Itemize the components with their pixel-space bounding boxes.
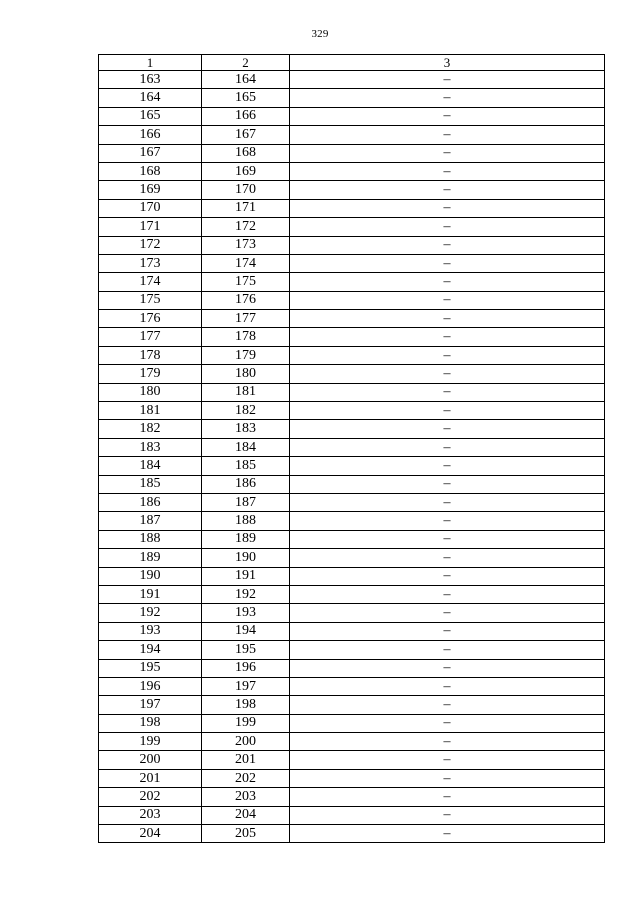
table-cell-col-2: 173 bbox=[202, 236, 290, 254]
table-cell-col-3: – bbox=[290, 199, 605, 217]
table-cell-col-1: 186 bbox=[99, 493, 202, 511]
table-cell-col-1: 198 bbox=[99, 714, 202, 732]
table-cell-col-3: – bbox=[290, 641, 605, 659]
table-cell-col-3: – bbox=[290, 493, 605, 511]
table-cell-col-2: 185 bbox=[202, 457, 290, 475]
table-row bbox=[99, 310, 605, 328]
table-cell-col-2: 169 bbox=[202, 162, 290, 180]
table-cell-col-1: 182 bbox=[99, 420, 202, 438]
table-row bbox=[99, 714, 605, 732]
table-cell-col-1: 175 bbox=[99, 291, 202, 309]
table-cell-col-1: 174 bbox=[99, 273, 202, 291]
table-cell-col-2: 200 bbox=[202, 733, 290, 751]
table-cell-col-3: – bbox=[290, 677, 605, 695]
table-row bbox=[99, 236, 605, 254]
table-cell-col-2: 204 bbox=[202, 806, 290, 824]
table-cell-col-1: 189 bbox=[99, 549, 202, 567]
column-header-1: 1 bbox=[99, 55, 202, 71]
table-cell-col-2: 192 bbox=[202, 585, 290, 603]
table-cell-col-3: – bbox=[290, 218, 605, 236]
table-cell-col-3: – bbox=[290, 328, 605, 346]
table-row bbox=[99, 383, 605, 401]
table-cell-col-1: 164 bbox=[99, 89, 202, 107]
table-cell-col-3: – bbox=[290, 365, 605, 383]
table-row bbox=[99, 199, 605, 217]
table-cell-col-1: 202 bbox=[99, 788, 202, 806]
data-table bbox=[98, 54, 605, 843]
table-cell-col-1: 192 bbox=[99, 604, 202, 622]
table-cell-col-2: 180 bbox=[202, 365, 290, 383]
table-cell-col-3: – bbox=[290, 457, 605, 475]
table-cell-col-2: 203 bbox=[202, 788, 290, 806]
table-cell-col-1: 188 bbox=[99, 530, 202, 548]
table-row bbox=[99, 328, 605, 346]
table-cell-col-3: – bbox=[290, 181, 605, 199]
table-row bbox=[99, 162, 605, 180]
table-cell-col-3: – bbox=[290, 475, 605, 493]
table-row bbox=[99, 641, 605, 659]
table-row bbox=[99, 622, 605, 640]
table-cell-col-1: 191 bbox=[99, 585, 202, 603]
table-cell-col-2: 164 bbox=[202, 71, 290, 89]
table-row bbox=[99, 89, 605, 107]
table-cell-col-3: – bbox=[290, 788, 605, 806]
table-row bbox=[99, 493, 605, 511]
table-cell-col-1: 178 bbox=[99, 346, 202, 364]
table-cell-col-1: 181 bbox=[99, 402, 202, 420]
table-cell-col-3: – bbox=[290, 402, 605, 420]
table-cell-col-3: – bbox=[290, 567, 605, 585]
table-cell-col-2: 190 bbox=[202, 549, 290, 567]
table-cell-col-3: – bbox=[290, 420, 605, 438]
table-cell-col-2: 175 bbox=[202, 273, 290, 291]
table-row bbox=[99, 769, 605, 787]
table-cell-col-2: 183 bbox=[202, 420, 290, 438]
table-row bbox=[99, 365, 605, 383]
table-cell-col-3: – bbox=[290, 107, 605, 125]
table-cell-col-3: – bbox=[290, 126, 605, 144]
table-cell-col-1: 163 bbox=[99, 71, 202, 89]
table-row bbox=[99, 549, 605, 567]
table-cell-col-3: – bbox=[290, 806, 605, 824]
table-cell-col-3: – bbox=[290, 291, 605, 309]
table-cell-col-1: 179 bbox=[99, 365, 202, 383]
table-cell-col-3: – bbox=[290, 733, 605, 751]
table-cell-col-2: 189 bbox=[202, 530, 290, 548]
table-cell-col-1: 166 bbox=[99, 126, 202, 144]
table-cell-col-2: 177 bbox=[202, 310, 290, 328]
page-number: 329 bbox=[311, 28, 329, 40]
table-cell-col-1: 201 bbox=[99, 769, 202, 787]
table-cell-col-1: 203 bbox=[99, 806, 202, 824]
table-cell-col-1: 168 bbox=[99, 162, 202, 180]
table-row bbox=[99, 825, 605, 843]
table-cell-col-3: – bbox=[290, 769, 605, 787]
table-cell-col-2: 202 bbox=[202, 769, 290, 787]
table-cell-col-1: 177 bbox=[99, 328, 202, 346]
table-row bbox=[99, 733, 605, 751]
table-cell-col-2: 195 bbox=[202, 641, 290, 659]
table-cell-col-2: 174 bbox=[202, 254, 290, 272]
table-row bbox=[99, 273, 605, 291]
table-cell-col-1: 199 bbox=[99, 733, 202, 751]
table-cell-col-3: – bbox=[290, 346, 605, 364]
table-cell-col-3: – bbox=[290, 236, 605, 254]
table-cell-col-3: – bbox=[290, 751, 605, 769]
table-body bbox=[99, 71, 605, 843]
table-cell-col-3: – bbox=[290, 585, 605, 603]
table-cell-col-1: 195 bbox=[99, 659, 202, 677]
table-cell-col-2: 166 bbox=[202, 107, 290, 125]
header-row bbox=[99, 55, 605, 71]
table-row bbox=[99, 788, 605, 806]
table-cell-col-1: 193 bbox=[99, 622, 202, 640]
table-cell-col-2: 191 bbox=[202, 567, 290, 585]
table-cell-col-2: 179 bbox=[202, 346, 290, 364]
table-row bbox=[99, 291, 605, 309]
table-row bbox=[99, 475, 605, 493]
table-cell-col-2: 205 bbox=[202, 825, 290, 843]
table-cell-col-1: 187 bbox=[99, 512, 202, 530]
table-cell-col-3: – bbox=[290, 696, 605, 714]
table-row bbox=[99, 71, 605, 89]
table-cell-col-3: – bbox=[290, 512, 605, 530]
table-cell-col-2: 197 bbox=[202, 677, 290, 695]
column-header-3: 3 bbox=[290, 55, 605, 71]
table-cell-col-1: 185 bbox=[99, 475, 202, 493]
table-cell-col-3: – bbox=[290, 273, 605, 291]
table-cell-col-2: 170 bbox=[202, 181, 290, 199]
table-row bbox=[99, 585, 605, 603]
table-row bbox=[99, 751, 605, 769]
column-header-2: 2 bbox=[202, 55, 290, 71]
table-cell-col-3: – bbox=[290, 254, 605, 272]
table-cell-col-1: 204 bbox=[99, 825, 202, 843]
table-row bbox=[99, 659, 605, 677]
table-cell-col-1: 167 bbox=[99, 144, 202, 162]
table-row bbox=[99, 126, 605, 144]
table-row bbox=[99, 457, 605, 475]
table-cell-col-1: 169 bbox=[99, 181, 202, 199]
table-row bbox=[99, 567, 605, 585]
table-cell-col-2: 186 bbox=[202, 475, 290, 493]
table-row bbox=[99, 181, 605, 199]
table-cell-col-1: 190 bbox=[99, 567, 202, 585]
table-row bbox=[99, 346, 605, 364]
table-cell-col-1: 194 bbox=[99, 641, 202, 659]
table-cell-col-2: 188 bbox=[202, 512, 290, 530]
table-row bbox=[99, 144, 605, 162]
table-row bbox=[99, 254, 605, 272]
table-row bbox=[99, 696, 605, 714]
table-cell-col-3: – bbox=[290, 383, 605, 401]
table-row bbox=[99, 218, 605, 236]
table-cell-col-3: – bbox=[290, 162, 605, 180]
table-cell-col-1: 183 bbox=[99, 438, 202, 456]
table-cell-col-1: 184 bbox=[99, 457, 202, 475]
table-cell-col-3: – bbox=[290, 89, 605, 107]
table-row bbox=[99, 402, 605, 420]
table-row bbox=[99, 530, 605, 548]
table-cell-col-2: 178 bbox=[202, 328, 290, 346]
table-cell-col-1: 180 bbox=[99, 383, 202, 401]
table-cell-col-3: – bbox=[290, 604, 605, 622]
table-cell-col-3: – bbox=[290, 71, 605, 89]
table-cell-col-2: 165 bbox=[202, 89, 290, 107]
table-cell-col-2: 187 bbox=[202, 493, 290, 511]
table-cell-col-3: – bbox=[290, 825, 605, 843]
table-cell-col-2: 167 bbox=[202, 126, 290, 144]
table-row bbox=[99, 604, 605, 622]
table-cell-col-3: – bbox=[290, 549, 605, 567]
table-row bbox=[99, 107, 605, 125]
table-cell-col-1: 197 bbox=[99, 696, 202, 714]
table-cell-col-3: – bbox=[290, 310, 605, 328]
table-cell-col-1: 176 bbox=[99, 310, 202, 328]
table-row bbox=[99, 438, 605, 456]
table-cell-col-1: 196 bbox=[99, 677, 202, 695]
table-cell-col-3: – bbox=[290, 659, 605, 677]
table-cell-col-2: 193 bbox=[202, 604, 290, 622]
table-cell-col-3: – bbox=[290, 530, 605, 548]
table-cell-col-2: 171 bbox=[202, 199, 290, 217]
table-cell-col-2: 201 bbox=[202, 751, 290, 769]
table-cell-col-3: – bbox=[290, 144, 605, 162]
table-cell-col-1: 173 bbox=[99, 254, 202, 272]
table-cell-col-2: 176 bbox=[202, 291, 290, 309]
table-cell-col-1: 200 bbox=[99, 751, 202, 769]
table-row bbox=[99, 806, 605, 824]
table-cell-col-2: 199 bbox=[202, 714, 290, 732]
table-cell-col-2: 168 bbox=[202, 144, 290, 162]
table-row bbox=[99, 512, 605, 530]
table-cell-col-2: 196 bbox=[202, 659, 290, 677]
table-cell-col-2: 182 bbox=[202, 402, 290, 420]
table-cell-col-1: 170 bbox=[99, 199, 202, 217]
table-cell-col-1: 165 bbox=[99, 107, 202, 125]
table-cell-col-2: 184 bbox=[202, 438, 290, 456]
table-cell-col-2: 194 bbox=[202, 622, 290, 640]
table-header bbox=[99, 55, 605, 71]
table-cell-col-1: 171 bbox=[99, 218, 202, 236]
table-cell-col-2: 172 bbox=[202, 218, 290, 236]
table-cell-col-3: – bbox=[290, 438, 605, 456]
table-cell-col-2: 198 bbox=[202, 696, 290, 714]
table-cell-col-2: 181 bbox=[202, 383, 290, 401]
table-cell-col-3: – bbox=[290, 714, 605, 732]
table-row bbox=[99, 420, 605, 438]
table-cell-col-3: – bbox=[290, 622, 605, 640]
table-row bbox=[99, 677, 605, 695]
table-cell-col-1: 172 bbox=[99, 236, 202, 254]
